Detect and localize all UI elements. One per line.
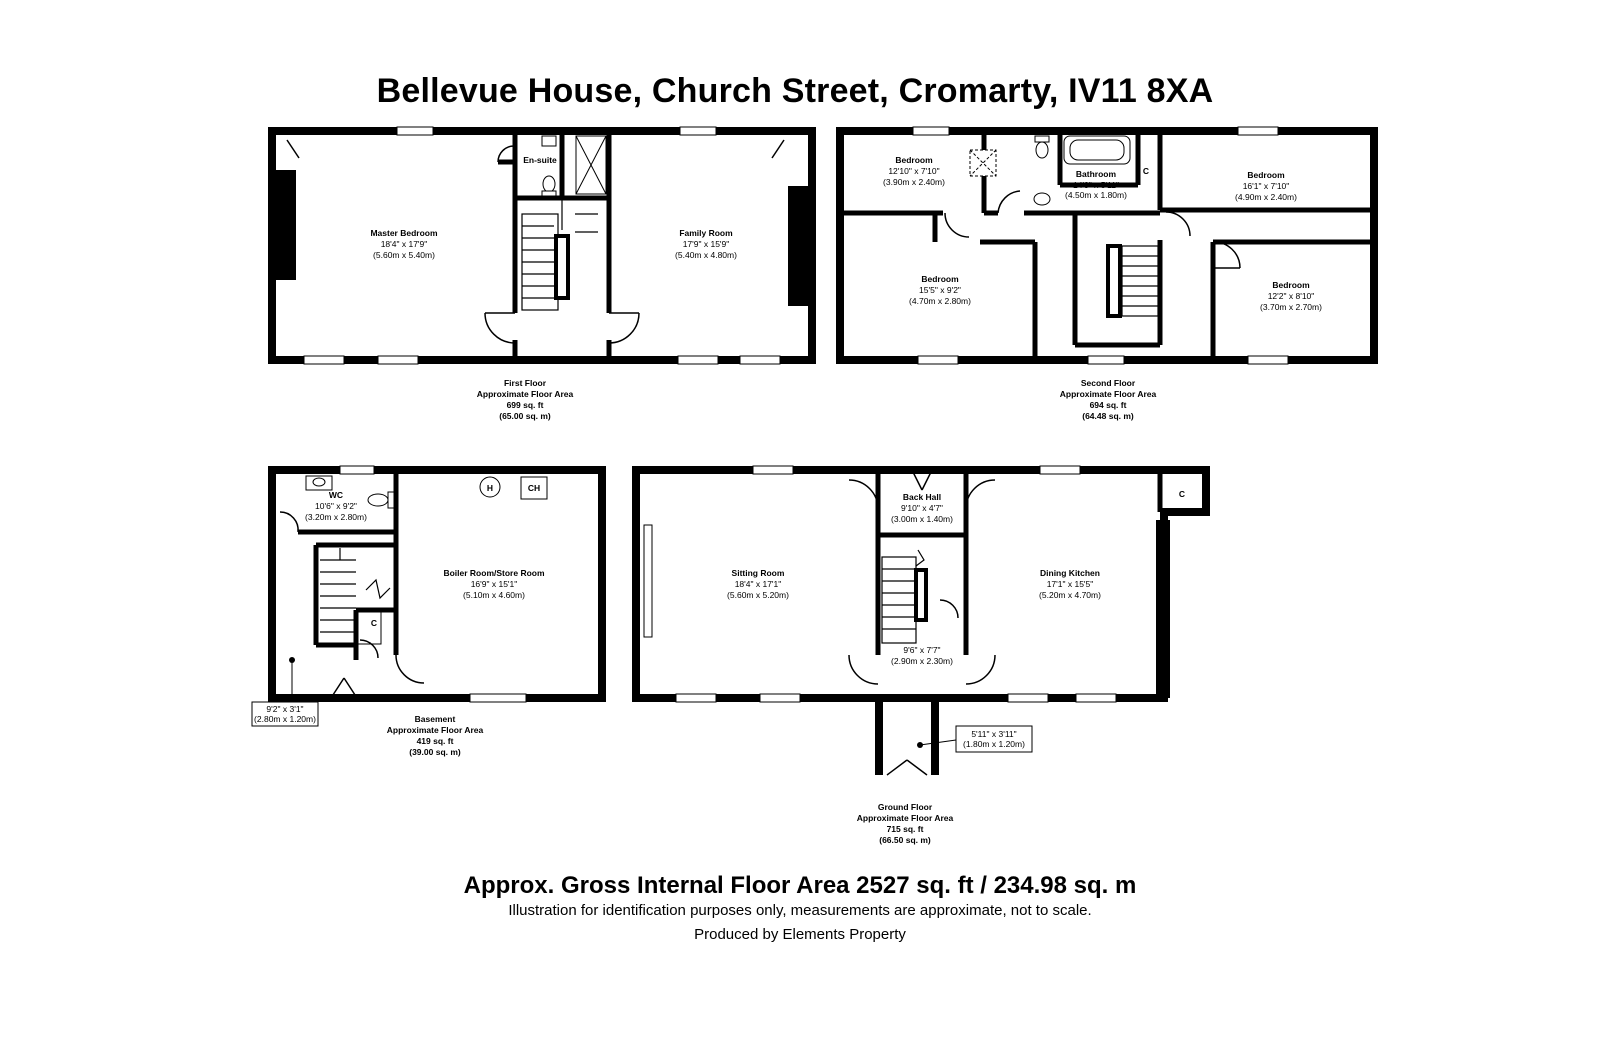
- family-room-metric: (5.40m x 4.80m): [675, 250, 737, 260]
- ground-floor-cupboard: C: [1178, 489, 1186, 499]
- second-floor-room-labels: [883, 155, 1322, 312]
- bedroom-d-dim: 12'2" x 8'10": [1267, 291, 1315, 301]
- basement-porch-metric: (2.80m x 1.20m): [254, 714, 316, 724]
- dining-kitchen-name: Dining Kitchen: [1040, 568, 1100, 578]
- bathroom-metric: (4.50m x 1.80m): [1065, 190, 1127, 200]
- basement-plan: [252, 466, 602, 757]
- second-floor-sqm: (64.48 sq. m): [1082, 411, 1134, 421]
- bedroom-d-name: Bedroom: [1272, 280, 1310, 290]
- sitting-room-metric: (5.60m x 5.20m): [727, 590, 789, 600]
- ground-floor-sqft: 715 sq. ft: [886, 824, 924, 834]
- family-room-dim: 17'9" x 15'9": [682, 239, 730, 249]
- back-hall-name: Back Hall: [902, 492, 942, 502]
- second-floor-title: Second Floor: [1080, 378, 1136, 388]
- basement-labels: [305, 483, 545, 628]
- bathroom-dim: 14'9" x 5'11": [1073, 180, 1119, 190]
- bedroom-b-name: Bedroom: [1247, 170, 1285, 180]
- first-floor-title: First Floor: [503, 378, 547, 388]
- master-bedroom-dim: 18'4" x 17'9": [380, 239, 428, 249]
- boiler-room-name: Boiler Room/Store Room: [443, 568, 545, 578]
- bedroom-d-metric: (3.70m x 2.70m): [1260, 302, 1322, 312]
- bedroom-c-dim: 15'5" x 9'2": [919, 285, 961, 295]
- master-bedroom-metric: (5.60m x 5.40m): [373, 250, 435, 260]
- master-bedroom-name: Master Bedroom: [370, 228, 438, 238]
- ground-floor-plan: [636, 466, 1206, 845]
- ground-porch-dim: 5'11" x 3'11": [971, 729, 1017, 739]
- gross-area-summary: Approx. Gross Internal Floor Area 2527 sq. ft / 234.98 sq. m: [463, 872, 1137, 899]
- boiler-ch-label: CH: [527, 483, 541, 493]
- boiler-room-metric: (5.10m x 4.60m): [463, 590, 525, 600]
- sitting-room-dim: 18'4" x 17'1": [734, 579, 782, 589]
- hall-metric: (2.90m x 2.30m): [891, 656, 953, 666]
- ground-floor-sqm: (66.50 sq. m): [879, 835, 931, 845]
- bedroom-a-name: Bedroom: [895, 155, 933, 165]
- bedroom-a-metric: (3.90m x 2.40m): [883, 177, 945, 187]
- basement-summary: [387, 714, 484, 757]
- basement-cupboard: C: [370, 618, 378, 628]
- basement-area-label: Approximate Floor Area: [386, 725, 484, 735]
- bedroom-c-name: Bedroom: [921, 274, 959, 284]
- boiler-room-dim: 16'9" x 15'1": [470, 579, 518, 589]
- basement-doors: [280, 512, 424, 698]
- wc-metric: (3.20m x 2.80m): [305, 512, 367, 522]
- second-floor-doors: [945, 191, 1240, 268]
- bedroom-b-metric: (4.90m x 2.40m): [1235, 192, 1297, 202]
- ensuite-name: En-suite: [523, 155, 557, 165]
- first-floor-sqft: 699 sq. ft: [506, 400, 544, 410]
- sitting-room-name: Sitting Room: [731, 568, 785, 578]
- ground-porch-metric: (1.80m x 1.20m): [963, 739, 1025, 749]
- family-room-name: Family Room: [679, 228, 733, 238]
- bedroom-b-dim: 16'1" x 7'10": [1242, 181, 1290, 191]
- ground-floor-labels: [727, 489, 1185, 666]
- ensuite-fixtures: [542, 136, 606, 196]
- basement-title: Basement: [414, 714, 456, 724]
- bathroom-name: Bathroom: [1075, 169, 1117, 179]
- wc-name: WC: [328, 490, 344, 500]
- second-floor-stair: [1108, 246, 1158, 316]
- plan-title: Bellevue House, Church Street, Cromarty, IV11 8XA: [376, 72, 1214, 110]
- first-floor-summary: [477, 378, 574, 421]
- ground-floor-area-label: Approximate Floor Area: [856, 813, 954, 823]
- basement-porch-dim: 9'2" x 3'1": [266, 704, 304, 714]
- produced-by: Produced by Elements Property: [694, 926, 906, 943]
- ground-floor-chimney: [1156, 520, 1170, 698]
- second-floor-plan: [840, 127, 1374, 421]
- first-floor-sqm: (65.00 sq. m): [499, 411, 551, 421]
- first-floor-area-label: Approximate Floor Area: [476, 389, 574, 399]
- second-floor-cupboard: C: [1142, 166, 1150, 176]
- first-floor-walls: [272, 131, 812, 360]
- basement-porch-callout: [252, 657, 318, 726]
- first-floor-stair: [522, 200, 598, 310]
- back-hall-metric: (3.00m x 1.40m): [891, 514, 953, 524]
- back-hall-dim: 9'10" x 4'7": [901, 503, 943, 513]
- second-floor-summary: [1060, 378, 1157, 421]
- disclaimer: Illustration for identification purposes only, measurements are approximate, not to scale.: [508, 902, 1092, 919]
- dining-kitchen-metric: (5.20m x 4.70m): [1039, 590, 1101, 600]
- bedroom-c-metric: (4.70m x 2.80m): [909, 296, 971, 306]
- bedroom-a-dim: 12'10" x 7'10": [888, 166, 940, 176]
- second-floor-sqft: 694 sq. ft: [1089, 400, 1127, 410]
- ground-floor-title: Ground Floor: [877, 802, 933, 812]
- hall-dim: 9'6" x 7'7": [903, 645, 941, 655]
- basement-sqft: 419 sq. ft: [416, 736, 454, 746]
- ground-floor-stair: [882, 550, 926, 643]
- first-floor-room-labels: [370, 155, 737, 260]
- dining-kitchen-dim: 17'1" x 15'5": [1046, 579, 1094, 589]
- first-floor-plan: [272, 127, 812, 421]
- second-floor-area-label: Approximate Floor Area: [1059, 389, 1157, 399]
- boiler-h-label: H: [486, 483, 494, 493]
- ground-floor-summary: [857, 802, 954, 845]
- ground-floor-porch: [879, 698, 935, 775]
- basement-sqm: (39.00 sq. m): [409, 747, 461, 757]
- wc-dim: 10'6" x 9'2": [315, 501, 357, 511]
